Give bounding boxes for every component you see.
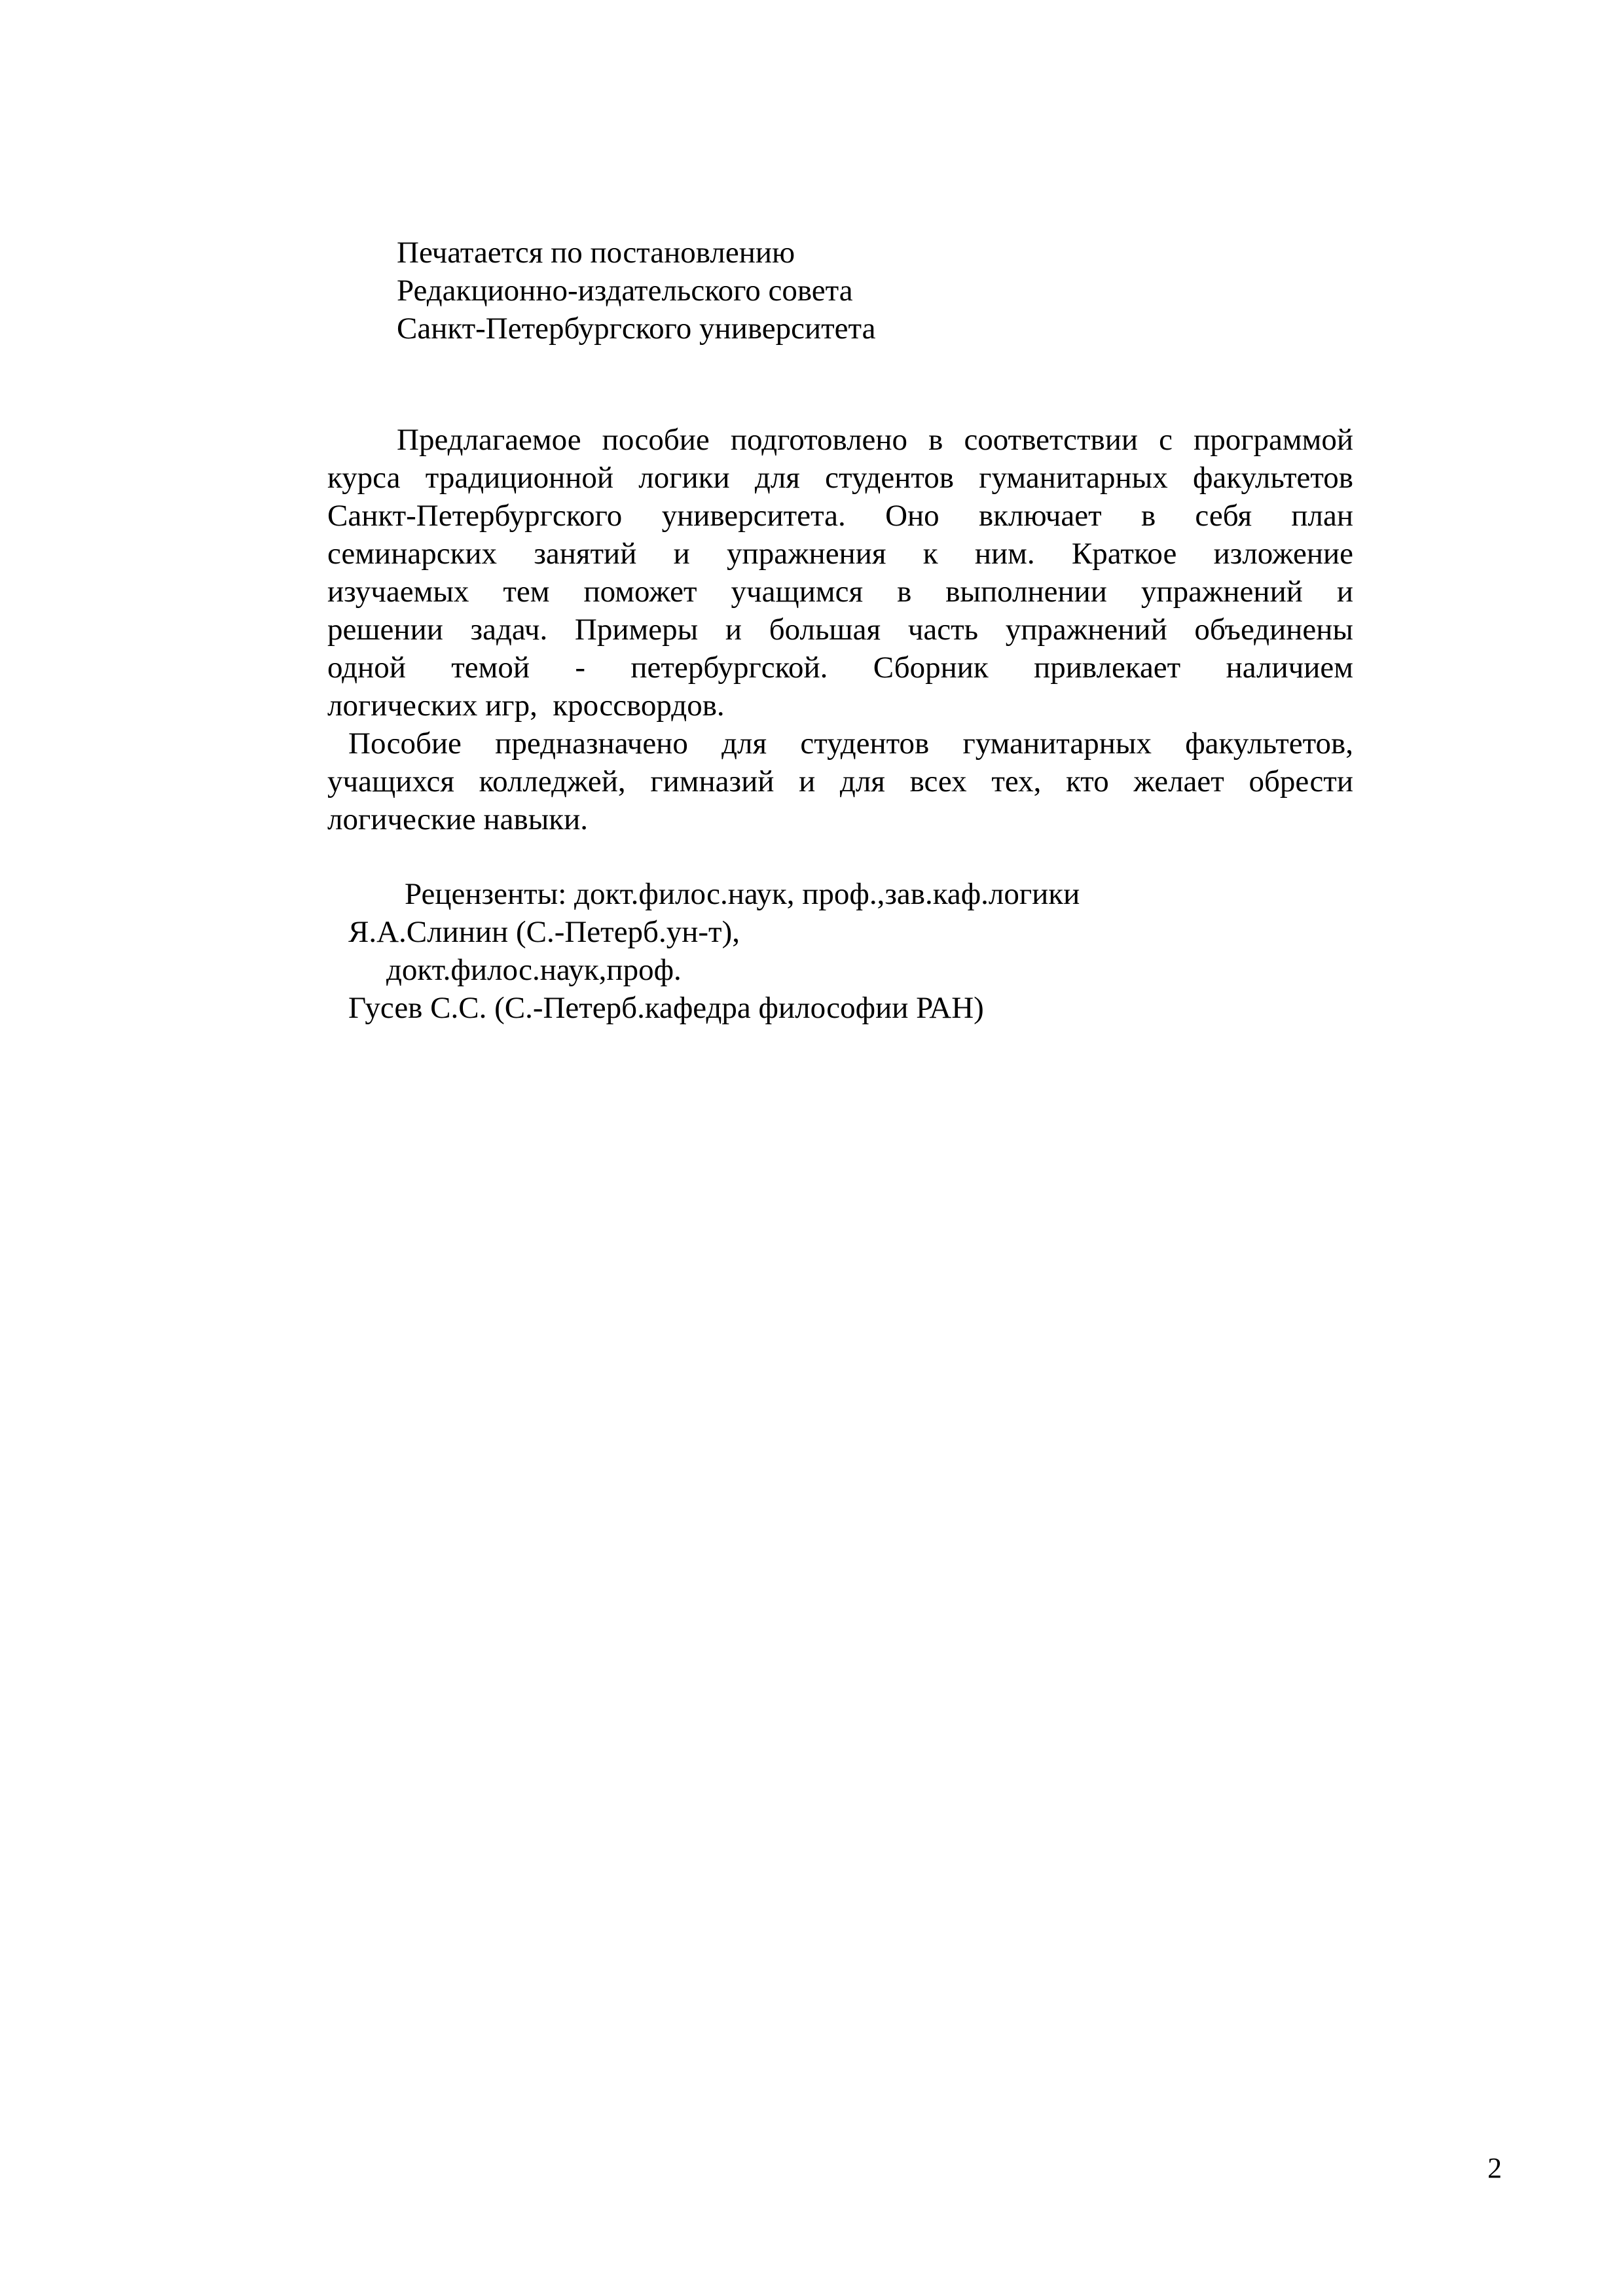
description-line: Санкт-Петербургского университета. Оно включает в себя план bbox=[327, 499, 1353, 533]
page-number: 2 bbox=[1487, 2152, 1502, 2184]
reviewers-line-3: докт.филос.наук,проф. bbox=[386, 953, 682, 987]
reviewers-line-1: Рецензенты: докт.филос.наук, проф.,зав.каф.логики bbox=[405, 877, 1080, 911]
imprint-line-2: Редакционно-издательского совета bbox=[397, 274, 853, 308]
audience-line: логические навыки. bbox=[327, 802, 589, 836]
description-line: решении задач. Примеры и большая часть упражнений объединены bbox=[327, 613, 1353, 647]
description-line: курса традиционной логики для студентов гуманитарных факультетов bbox=[327, 461, 1353, 495]
description-line: логических игр, кроссвордов. bbox=[327, 689, 725, 723]
reviewers-line-2: Я.А.Слинин (С.-Петерб.ун-т), bbox=[348, 915, 740, 949]
description-line: одной темой - петербургской. Сборник привлекает наличием bbox=[327, 651, 1353, 685]
imprint-line-1: Печатается по постановлению bbox=[397, 236, 795, 270]
imprint-line-3: Санкт-Петербургского университета bbox=[397, 312, 876, 346]
audience-line: Пособие предназначено для студентов гуманитарных факультетов, bbox=[348, 726, 1353, 761]
description-line: Предлагаемое пособие подготовлено в соответствии с программой bbox=[397, 423, 1353, 457]
audience-line: учащихся колледжей, гимназий и для всех тех, кто желает обрести bbox=[327, 764, 1353, 798]
reviewers-line-4: Гусев С.С. (С.-Петерб.кафедра философии РАН) bbox=[348, 991, 984, 1025]
description-line: изучаемых тем поможет учащимся в выполнении упражнений и bbox=[327, 575, 1353, 609]
description-line: семинарских занятий и упражнения к ним. Краткое изложение bbox=[327, 537, 1353, 571]
